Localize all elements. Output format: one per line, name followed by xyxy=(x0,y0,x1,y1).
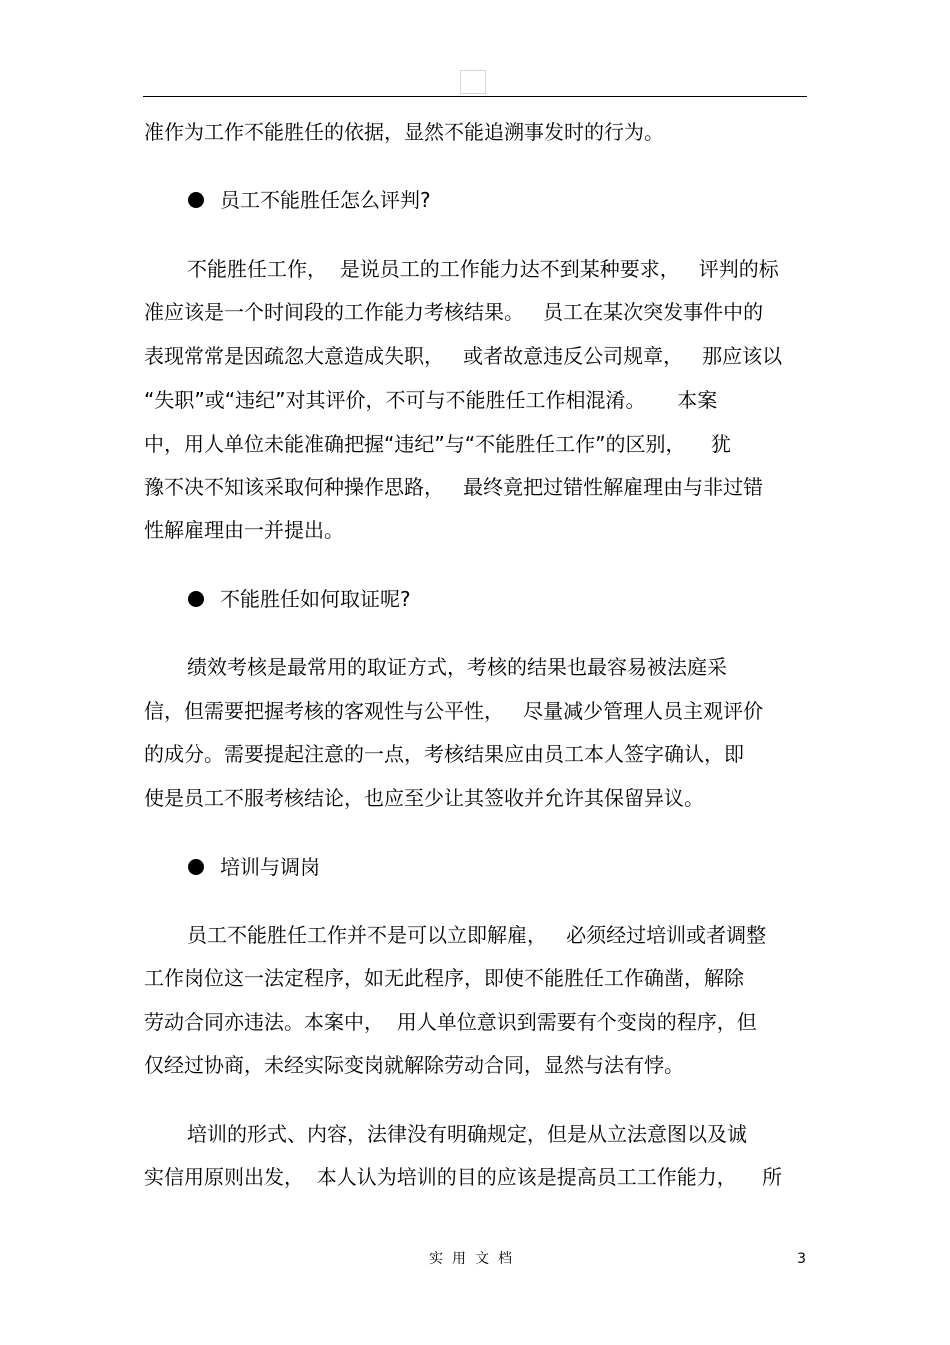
text-line: 的成分。需要提起注意的一点，考核结果应由员工本人签字确认，即 xyxy=(144,742,744,766)
text-line: 性解雇理由一并提出。 xyxy=(144,518,344,542)
section-heading xyxy=(188,585,411,613)
footer-label: 实用文档 xyxy=(429,1251,521,1267)
text-line: 仅经过协商，未经实际变岗就解除劳动合同，显然与法有悖。 xyxy=(144,1053,684,1077)
text-line: 豫不决不知该采取何种操作思路， 最终竟把过错性解雇理由与非过错 xyxy=(144,475,764,499)
text-line: 培训的形式、内容，法律没有明确规定，但是从立法意图以及诚 xyxy=(187,1122,747,1146)
section-heading-text: 培训与调岗 xyxy=(220,855,320,879)
text-line: 准应该是一个时间段的工作能力考核结果。 员工在某次突发事件中的 xyxy=(144,300,764,324)
section-heading xyxy=(188,853,320,881)
text-line: 信，但需要把握考核的客观性与公平性， 尽量减少管理人员主观评价 xyxy=(144,699,764,723)
text-line: 中，用人单位未能准确把握“违纪”与“不能胜任工作”的区别， 犹 xyxy=(144,432,731,456)
bullet-icon xyxy=(188,591,204,607)
text-line: 劳动合同亦违法。本案中， 用人单位意识到需要有个变岗的程序，但 xyxy=(144,1010,757,1034)
bullet-icon xyxy=(188,192,204,208)
text-line: 使是员工不服考核结论，也应至少让其签收并允许其保留异议。 xyxy=(144,786,704,810)
text-line: 实信用原则出发， 本人认为培训的目的应该是提高员工工作能力， 所 xyxy=(144,1165,783,1189)
text-line: 绩效考核是最常用的取证方式，考核的结果也最容易被法庭采 xyxy=(187,655,727,679)
header-mark xyxy=(460,70,486,94)
text-line: 不能胜任工作， 是说员工的工作能力达不到某种要求， 评判的标 xyxy=(187,257,779,281)
page-number: 3 xyxy=(797,1251,806,1267)
text-line: 表现常常是因疏忽大意造成失职， 或者故意违反公司规章， 那应该以 xyxy=(144,344,783,368)
header-rule xyxy=(143,96,807,97)
section-heading xyxy=(188,186,431,214)
section-heading-text: 不能胜任如何取证呢? xyxy=(220,587,411,611)
text-line: 工作岗位这一法定程序，如无此程序，即使不能胜任工作确凿，解除 xyxy=(144,966,744,990)
section-heading-text: 员工不能胜任怎么评判? xyxy=(220,188,431,212)
bullet-icon xyxy=(188,859,204,875)
text-line: 员工不能胜任工作并不是可以立即解雇， 必须经过培训或者调整 xyxy=(187,923,767,947)
text-line: 准作为工作不能胜任的依据，显然不能追溯事发时的行为。 xyxy=(144,120,664,144)
text-line: “失职”或“违纪”对其评价，不可与不能胜任工作相混淆。 本案 xyxy=(144,388,718,412)
